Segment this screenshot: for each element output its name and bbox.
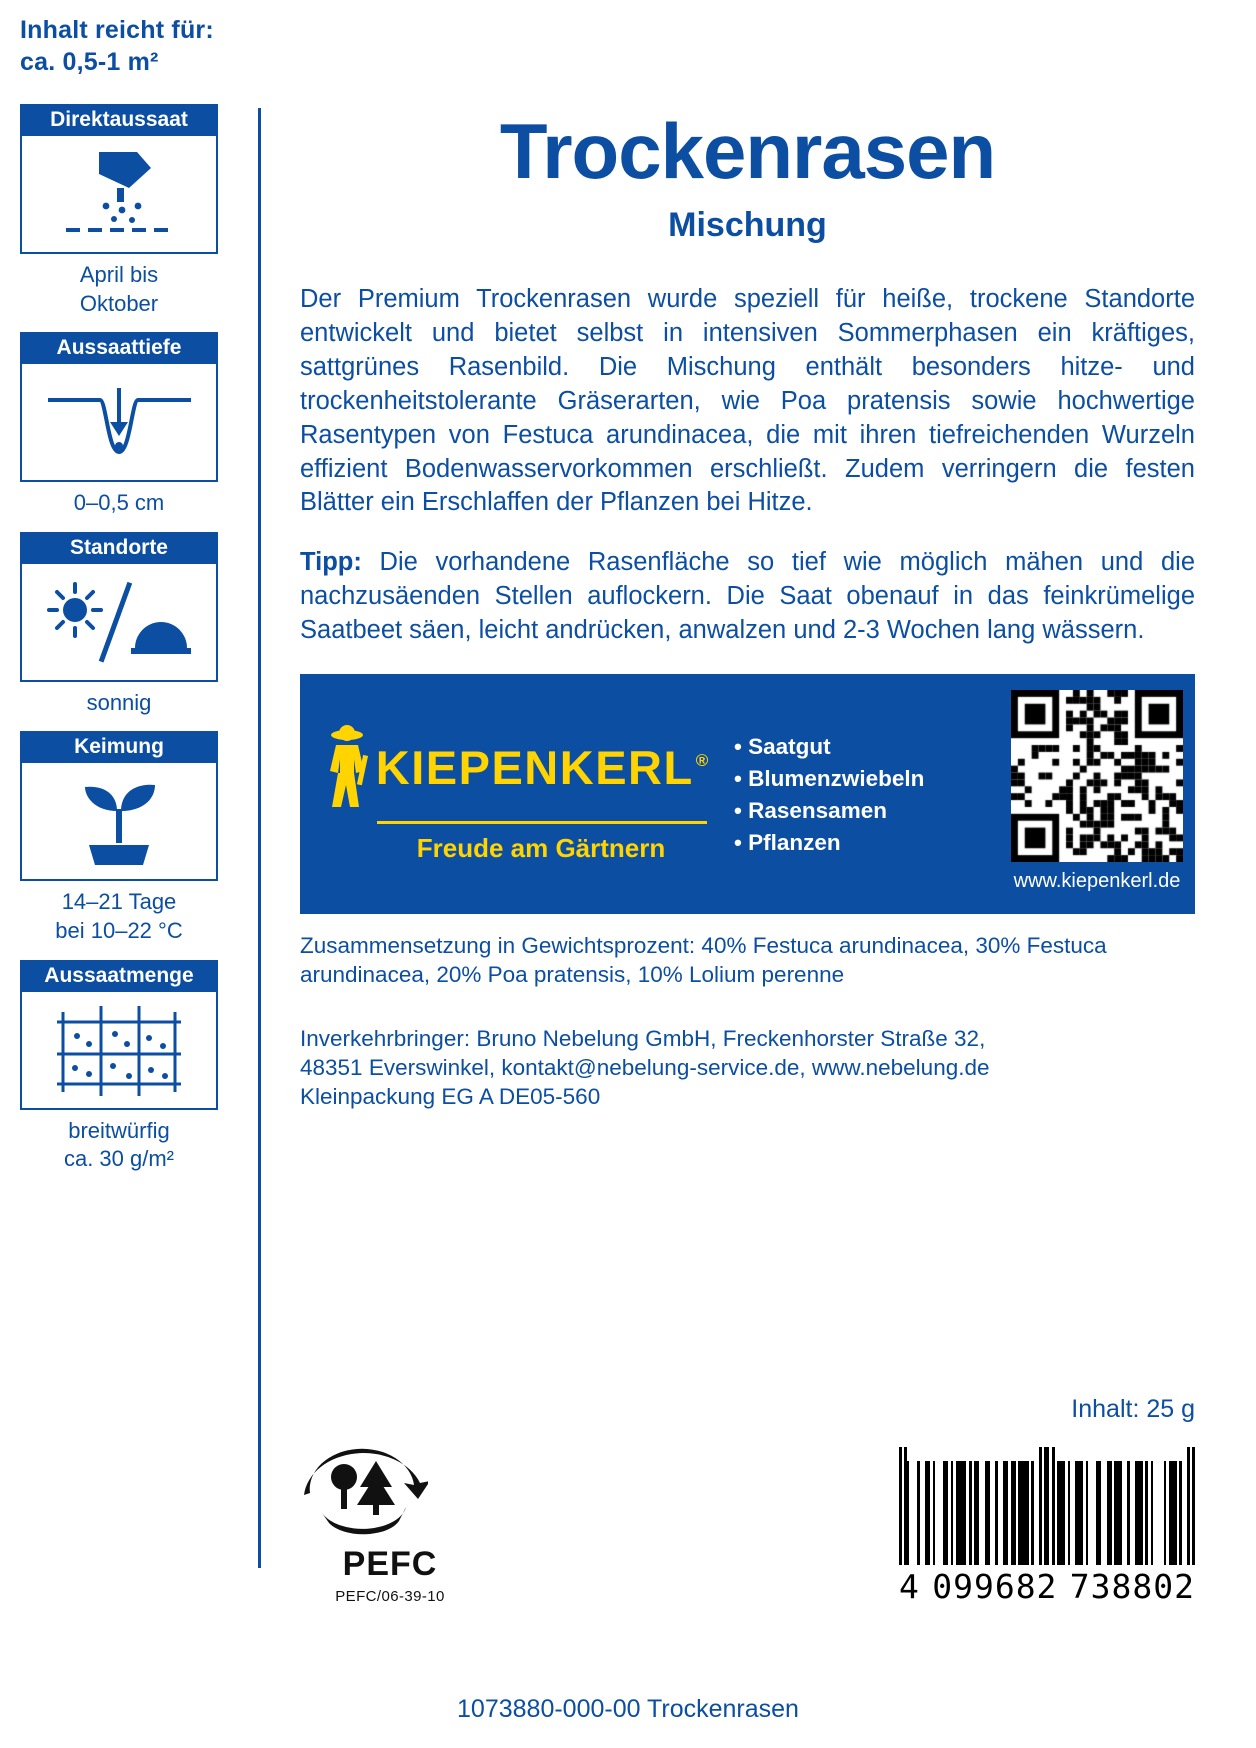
icon-block-aussaattiefe <box>20 332 218 518</box>
pefc-name: PEFC <box>342 1545 438 1583</box>
barcode <box>899 1447 1195 1606</box>
content-coverage-label: Inhalt reicht für: <box>20 16 214 44</box>
icon-header-aussaattiefe: Aussaattiefe <box>20 332 218 364</box>
icon-header-keimung: Keimung <box>20 731 218 763</box>
icon-block-direktaussaat <box>20 104 218 318</box>
logo-rule <box>377 821 707 824</box>
tip-body: Die vorhandene Rasenfläche so tief wie möglich mähen und die nachzusäenden Stellen auflockern. Die Saat obenauf in das feinkrümelige Saatbeet säen, leicht andrücken, anwalzen und 2-3 Wochen lang wässern. <box>300 548 1195 645</box>
barcode-digit-group: 099682 <box>932 1567 1058 1606</box>
icon-box-aussaatmenge <box>20 992 218 1110</box>
barcode-digit-group: 4 <box>899 1567 920 1606</box>
pefc-code: PEFC/06-39-10 <box>335 1588 445 1605</box>
qr-area <box>1011 690 1183 893</box>
seedling-icon <box>59 771 179 871</box>
brand-name: KIEPENKERL <box>375 741 694 795</box>
icon-block-standorte <box>20 532 218 718</box>
barcode-digit-group: 738802 <box>1069 1567 1195 1606</box>
tip-text <box>300 546 1195 648</box>
icon-caption-keimung: 14–21 Tage bei 10–22 °C <box>55 889 183 943</box>
registered-mark: ® <box>695 750 709 770</box>
barcode-digits <box>899 1567 1195 1606</box>
brand-slogan: Freude am Gärtnern <box>416 832 666 863</box>
kiepenkerl-figure-icon <box>318 725 376 811</box>
list-item: • Saatgut <box>734 734 831 760</box>
icon-caption-standorte: sonnig <box>86 689 152 715</box>
icon-box-standorte <box>20 564 218 682</box>
icon-caption-aussaatmenge: breitwürfig ca. 30 g/m² <box>63 1117 175 1172</box>
list-item: • Pflanzen <box>734 830 841 855</box>
main-content <box>300 107 1195 1111</box>
list-item: • Blumenzwiebeln <box>734 766 925 792</box>
net-weight: Inhalt: 25 g <box>1071 1395 1195 1423</box>
icon-caption-direktaussaat: April bis Oktober <box>79 262 159 316</box>
icon-box-keimung <box>20 763 218 881</box>
icon-column <box>20 104 218 1188</box>
qr-code[interactable] <box>1011 690 1183 862</box>
icon-block-aussaatmenge <box>20 960 218 1174</box>
barcode-bars <box>899 1447 1195 1565</box>
icon-header-aussaatmenge: Aussaatmenge <box>20 960 218 992</box>
brand-url: www.kiepenkerl.de <box>1013 870 1181 893</box>
bottom-zone <box>300 1395 1195 1665</box>
icon-block-keimung <box>20 731 218 945</box>
icon-header-standorte: Standorte <box>20 532 218 564</box>
list-item: • Rasensamen <box>734 798 887 824</box>
icon-caption-aussaattiefe: 0–0,5 cm <box>73 490 165 516</box>
icon-header-direktaussaat: Direktaussaat <box>20 104 218 136</box>
content-coverage <box>20 14 214 78</box>
brand-logo-row <box>318 725 708 811</box>
vertical-divider <box>258 108 261 1568</box>
brand-banner <box>300 674 1195 914</box>
icon-box-aussaattiefe <box>20 364 218 482</box>
page-subtitle: Mischung <box>668 206 827 244</box>
tip-label: Tipp: <box>300 548 362 577</box>
content-coverage-value: ca. 0,5-1 m² <box>20 48 159 76</box>
description-text: Der Premium Trockenrasen wurde speziell für heiße, trockene Standorte entwickelt und bietet selbst in intensiven Sommerphasen ein kräftiges, sattgrünes Rasenbild. Die Mischung enthält besonders hitze- und trockenheitstolerante Gräserarten, wie Poa pratensis sowie hochwertige Rasentypen von Festuca arundinacea, die mit ihren tiefreichenden Wurzeln effizient Bodenwasservorkommen erschließt. Zudem verringern die festen Blätter ein Erschlaffen der Pflanzen bei Hitze. <box>300 285 1195 517</box>
pefc-logo-icon <box>300 1443 480 1543</box>
pefc-certification <box>300 1443 480 1605</box>
brand-logo <box>318 725 708 864</box>
page-title: Trockenrasen <box>499 107 996 195</box>
broadcast-grid-icon <box>49 1000 189 1100</box>
footer-article-code: 1073880-000-00 Trockenrasen <box>457 1695 799 1723</box>
icon-box-direktaussaat <box>20 136 218 254</box>
sowing-depth-icon <box>42 374 197 470</box>
seed-spreading-icon <box>44 144 194 244</box>
product-category-list <box>734 729 924 859</box>
composition-text: Zusammensetzung in Gewichtsprozent: 40% Festuca arundinacea, 30% Festuca arundinacea, 20% Poa pratensis, 10% Lolium perenne <box>300 933 1107 987</box>
legal-text: Inverkehrbringer: Bruno Nebelung GmbH, Freckenhorster Straße 32, 48351 Everswinkel, kontakt@nebelung-service.de, www.nebelung.de Kleinpackung EG A DE05-560 <box>300 1025 990 1110</box>
sun-partial-shade-icon <box>39 574 199 670</box>
